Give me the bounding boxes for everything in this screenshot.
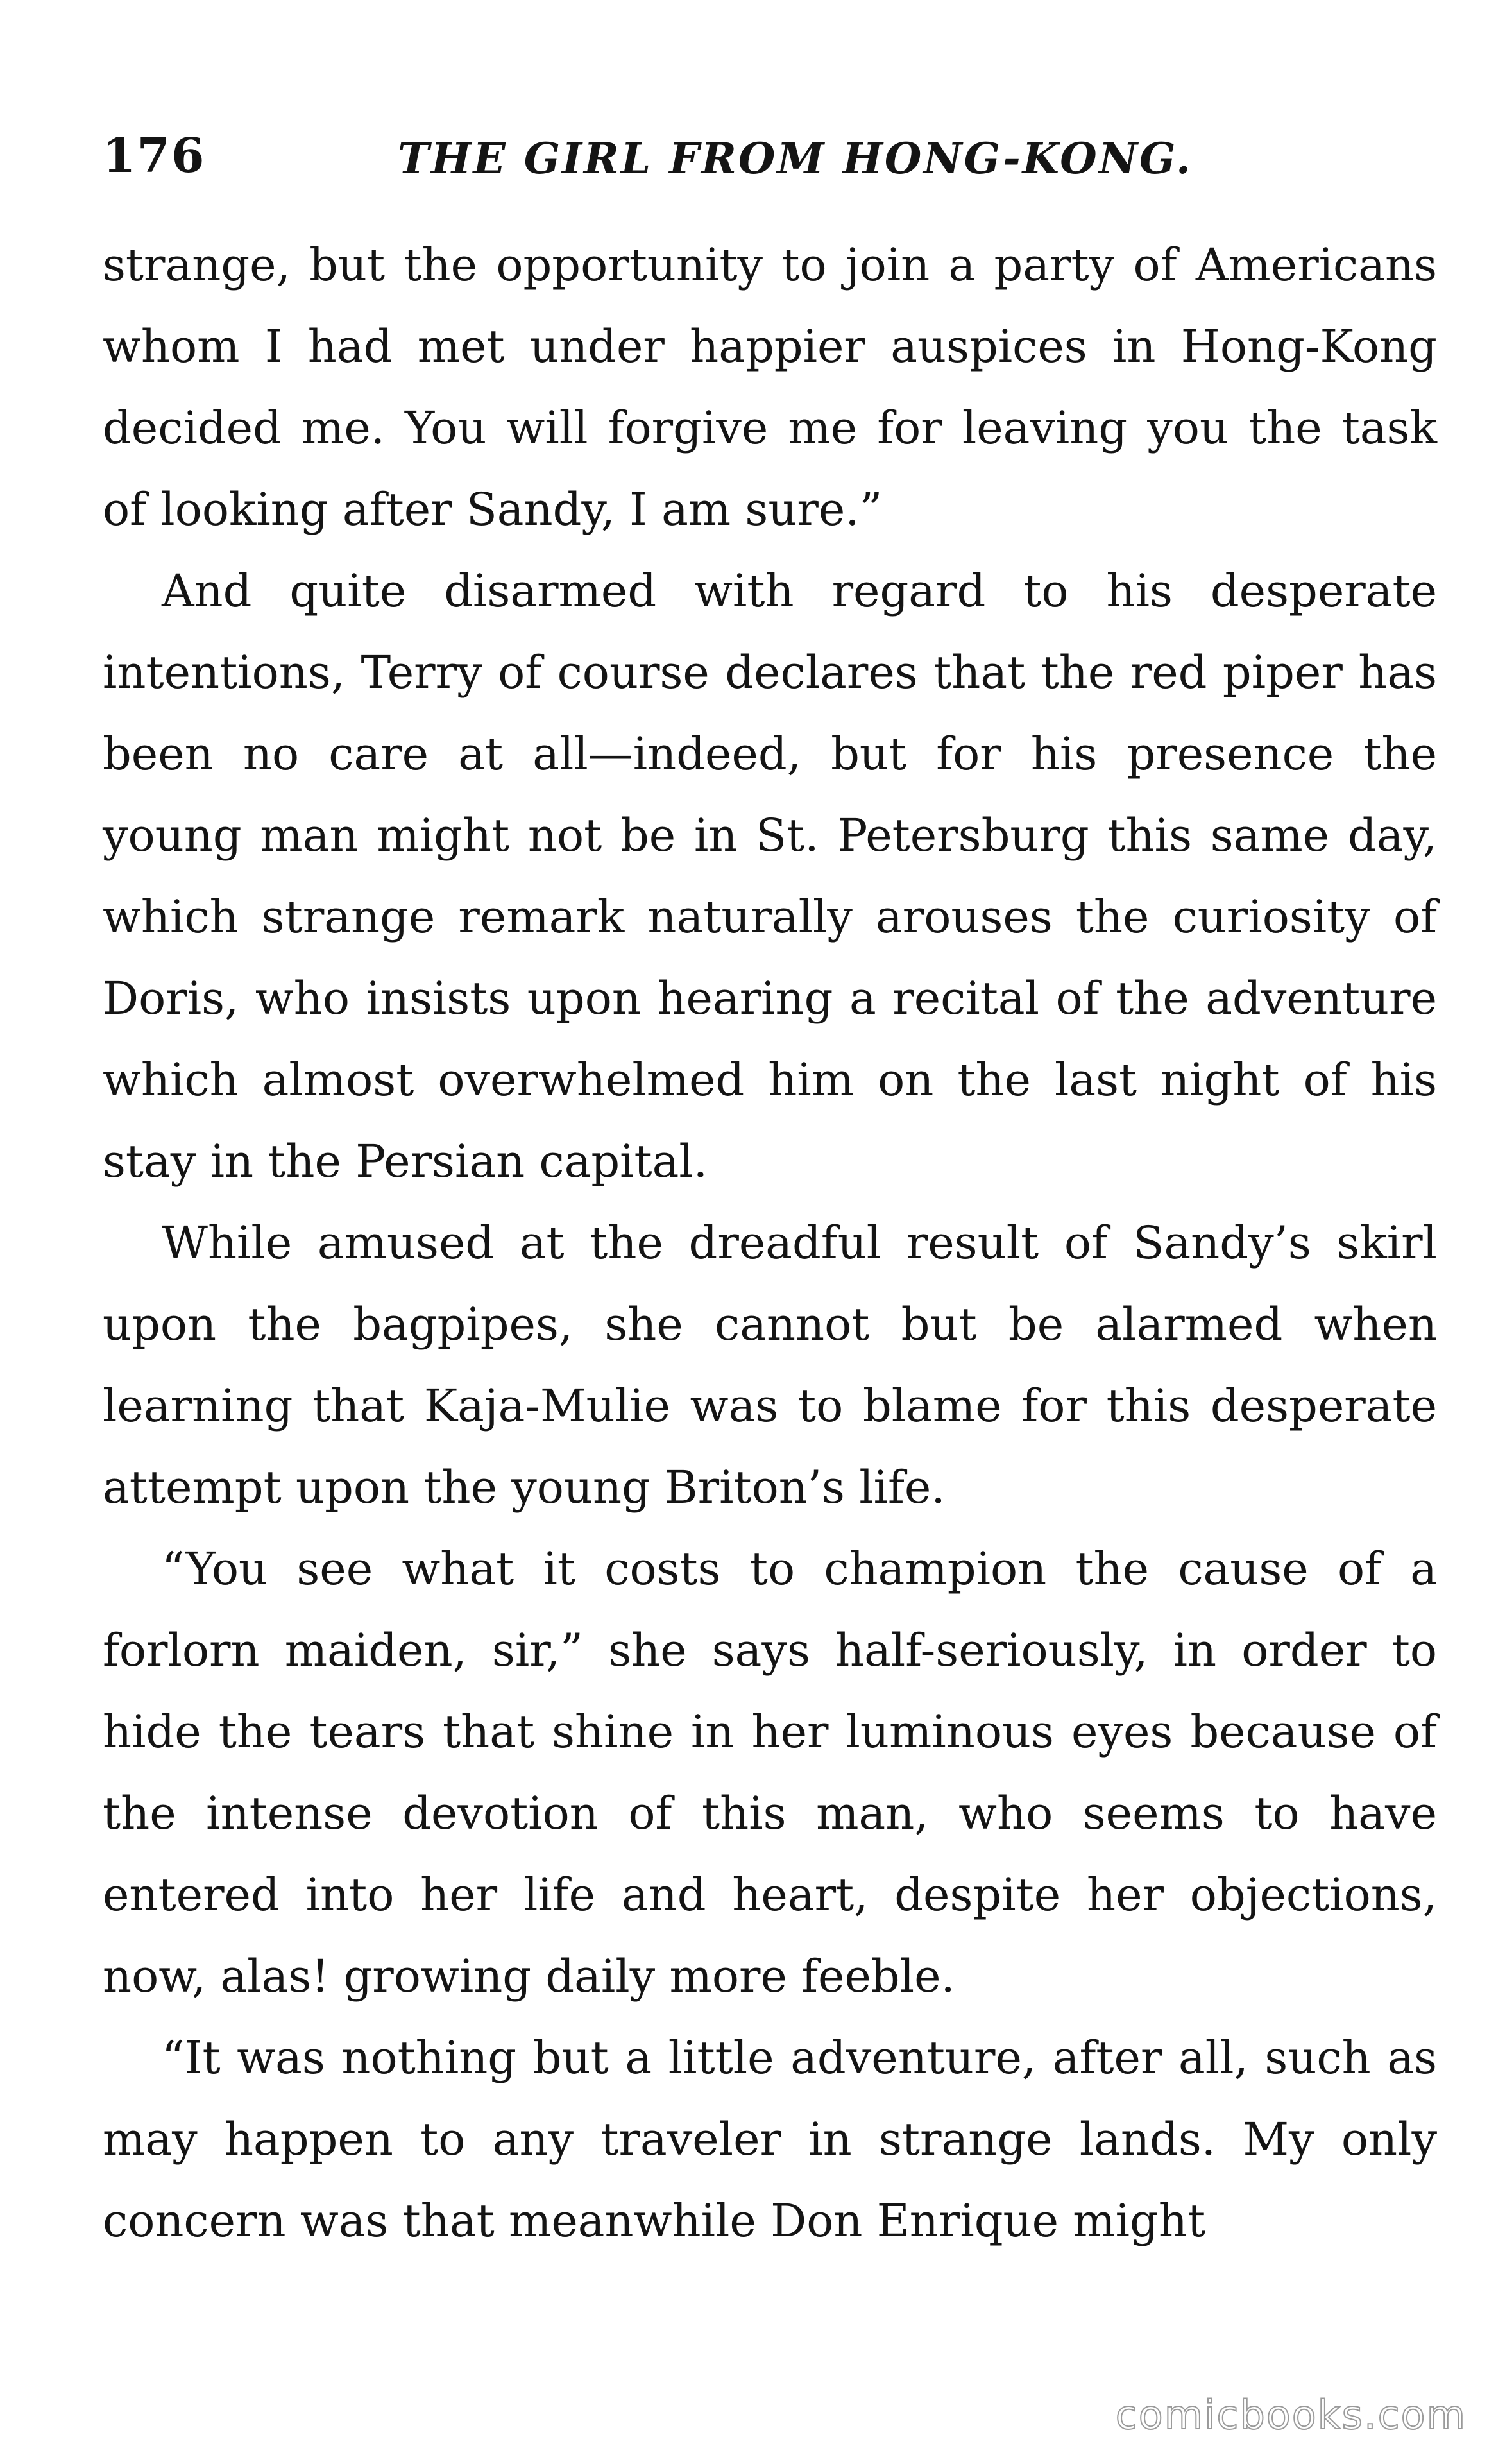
page-number: 176 [103, 128, 206, 184]
watermark: comicbooks.com [1115, 2391, 1467, 2438]
paragraph: “You see what it costs to champion the cause of a forlorn maiden, sir,” she says half-seriously, in order to hide the tears that shine in her luminous eyes because of the intense devotion of this man, who seems to have entered into her life and heart, despite her objections, now, alas! growing daily more feeble. [103, 1543, 1437, 2003]
paragraph-continuation: strange, but the opportunity to join a party of Americans whom I had met under happier auspices in Hong-Kong decided me. You will forgive me for leaving you the task of looking after Sandy, I am sure.” [103, 239, 1437, 536]
paragraph: And quite disarmed with regard to his desperate intentions, Terry of course declares that the red piper has been no care at all—indeed, but for his presence the young man might not be in St. Petersburg this same day, which strange remark naturally arouses the curiosity of Doris, who insists upon hearing a recital of the adventure which almost overwhelmed him on the last night of his stay in the Persian capital. [103, 565, 1437, 1188]
page-header [103, 122, 1437, 199]
paragraph: “It was nothing but a little adventure, after all, such as may happen to any traveler in strange lands. My only concern was that meanwhile Don Enrique might [103, 2032, 1437, 2247]
paragraph: While amused at the dreadful result of Sandy’s skirl upon the bagpipes, she cannot but be alarmed when learning that Kaja-Mulie was to blame for this desperate attempt upon the young Briton’s life. [103, 1217, 1437, 1514]
body-text [103, 225, 1437, 2262]
running-title: THE GIRL FROM HONG-KONG. [398, 133, 1193, 184]
